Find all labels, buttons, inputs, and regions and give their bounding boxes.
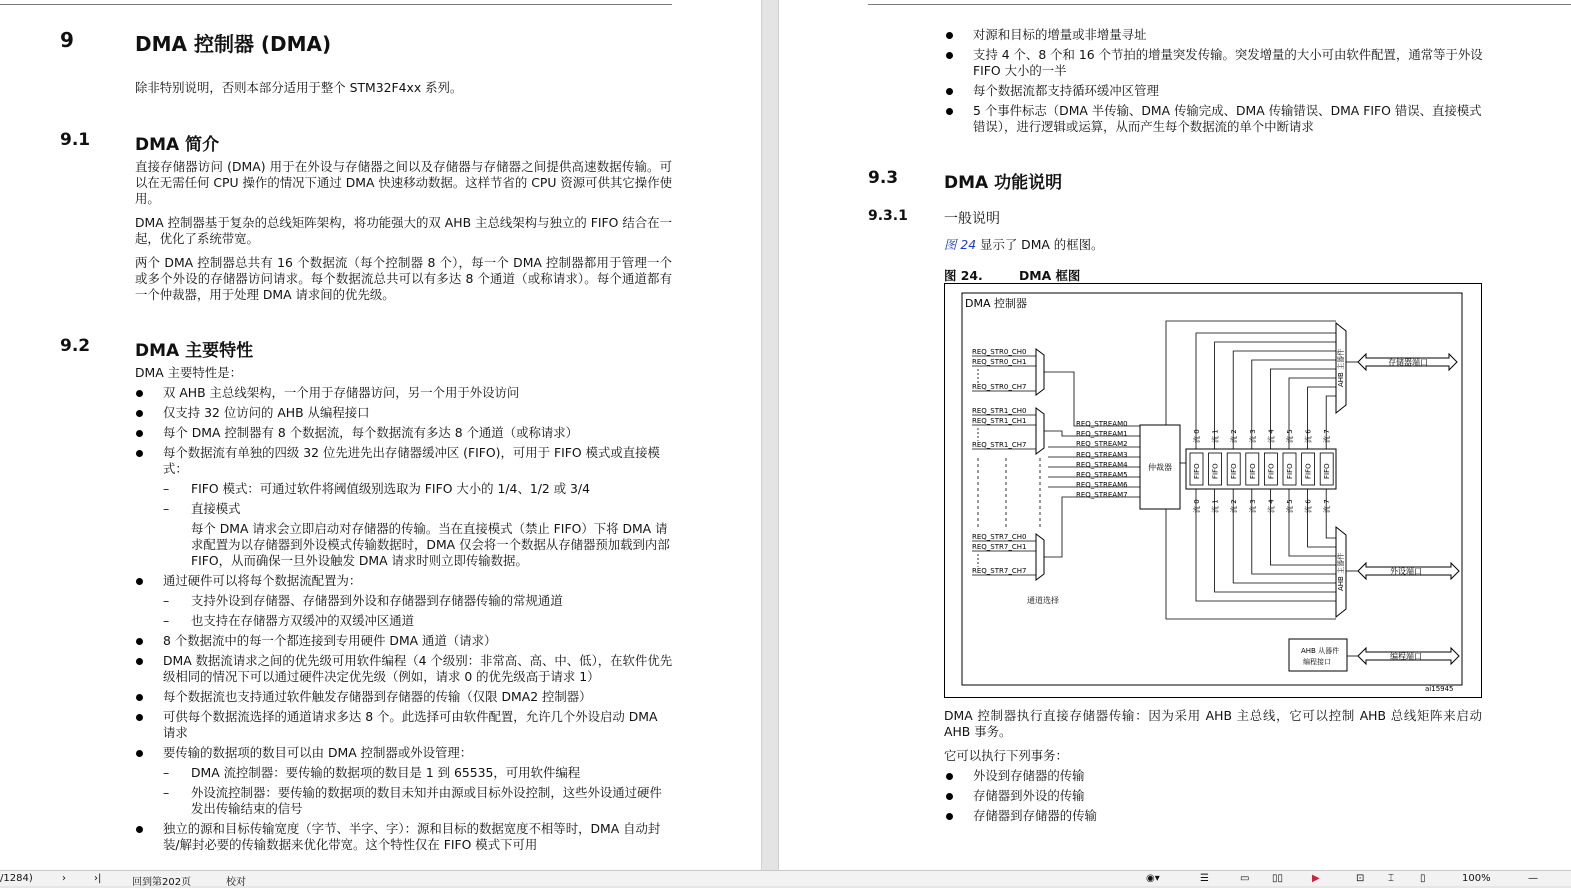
- bullet-item: 存储器到外设的传输: [973, 788, 1483, 804]
- paragraph: DMA 控制器基于复杂的总线矩阵架构，将功能强大的双 AHB 主总线架构与独立的 FIFO 结合在一起，优化了系统带宽。: [135, 215, 672, 246]
- figure-title: DMA 框图: [1019, 268, 1081, 283]
- fifo-cell-label: FIFO: [1323, 463, 1332, 479]
- subsection-number: 9.2: [60, 336, 91, 356]
- dma-block-diagram: [944, 283, 1482, 698]
- ahb-slave-box: [1289, 639, 1347, 671]
- subsection-title: DMA 简介: [135, 135, 220, 155]
- dash-item: – 外设流控制器：要传输的数据项的数目未知并由源或目标外设控制，这些外设通过硬件发出传输结束的信号: [163, 785, 662, 816]
- stream-label: 流 6: [1304, 499, 1313, 513]
- viewer-toolbar: [0, 870, 1571, 886]
- intro-text: 除非特别说明，否则本部分适用于整个 STM32F4xx 系列。: [135, 80, 463, 95]
- stream-label: 流 7: [1323, 499, 1332, 513]
- svg-text:REQ_STR1_CH0: REQ_STR1_CH0: [972, 407, 1027, 415]
- fit-page-icon[interactable]: ⊡: [1356, 873, 1365, 884]
- double-page-icon[interactable]: ▯▯: [1272, 873, 1284, 884]
- last-page-icon[interactable]: ›|: [94, 873, 102, 884]
- fifo-cell-label: FIFO: [1248, 463, 1257, 479]
- dash-item: – 直接模式: [163, 501, 241, 516]
- paragraph: 两个 DMA 控制器总共有 16 个数据流（每个控制器 8 个），每一个 DMA 控制器都用于管理一个或多个外设的存储器访问请求。每个数据流总共可以有多达 8 个通道（或称请求）。每个通道都有一个仲裁器，用于处理 DMA 请求间的优先级。: [135, 255, 672, 302]
- fifo-cell-label: FIFO: [1193, 463, 1201, 479]
- bullet-dot: [136, 714, 143, 721]
- dash-item: – 也支持在存储器方双缓冲的双缓冲区通道: [163, 613, 415, 628]
- stream-label: 流 3: [1248, 429, 1257, 443]
- proof-button[interactable]: 校对: [226, 877, 246, 888]
- subsubsection-number: 9.3.1: [868, 208, 908, 224]
- back-to-page-button[interactable]: 回到第202页: [132, 877, 192, 888]
- bullet-item: 存储器到存储器的传输: [973, 808, 1483, 824]
- view-mode-icon[interactable]: ◉▾: [1146, 873, 1160, 884]
- svg-text:REQ_STR1_CH1: REQ_STR1_CH1: [972, 417, 1027, 425]
- periph-port-label: 外设端口: [1390, 567, 1422, 576]
- header-rule: [0, 4, 672, 5]
- svg-text:REQ_STR0_CH1: REQ_STR0_CH1: [972, 358, 1027, 366]
- bullet-dot: [136, 390, 143, 397]
- subsection-number: 9.3: [868, 168, 899, 188]
- paragraph: 它可以执行下列事务：: [944, 748, 1068, 763]
- svg-text:REQ_STR7_CH7: REQ_STR7_CH7: [972, 567, 1027, 575]
- fifo-cell-label: FIFO: [1211, 463, 1220, 479]
- zoom-level[interactable]: 100%: [1462, 873, 1491, 884]
- text-mode-icon[interactable]: ☰: [1200, 873, 1209, 884]
- svg-text:REQ_STR1_CH7: REQ_STR1_CH7: [972, 441, 1027, 449]
- bullet-dot: [136, 430, 143, 437]
- bullet-dot: [946, 88, 953, 95]
- bullet-item: 通过硬件可以将每个数据流配置为：: [163, 573, 673, 589]
- prog-port-label: 编程端口: [1390, 652, 1422, 661]
- section-number: 9: [60, 28, 74, 52]
- next-page-icon[interactable]: ›: [62, 873, 66, 884]
- bookmark-icon[interactable]: ▯: [1420, 873, 1426, 884]
- bullet-item: 8 个数据流中的每一个都连接到专用硬件 DMA 通道（请求）: [163, 633, 673, 649]
- stream-label: 流 3: [1248, 499, 1257, 513]
- bullet-item: 每个数据流有单独的四级 32 位先进先出存储器缓冲区 (FIFO)，可用于 FIFO 模式或直接模式：: [163, 445, 673, 477]
- bullet-dot: [136, 638, 143, 645]
- bullet-dot: [946, 773, 953, 780]
- bullet-item: 5 个事件标志（DMA 半传输、DMA 传输完成、DMA 传输错误、DMA FIFO 错误、直接模式错误），进行逻辑或运算，从而产生每个数据流的单个中断请求: [973, 103, 1483, 135]
- bullet-dot: [136, 658, 143, 665]
- paragraph: 直接存储器访问 (DMA) 用于在外设与存储器之间以及存储器与存储器之间提供高速数据传输。可以在无需任何 CPU 操作的情况下通过 DMA 快速移动数据。这样节省的 CPU 资源可供其它操作使用。: [135, 159, 672, 206]
- fifo-cell-label: FIFO: [1286, 463, 1294, 479]
- stream-label: 流 0: [1193, 429, 1201, 443]
- header-rule: [868, 4, 1571, 5]
- fit-width-icon[interactable]: ⌶: [1388, 873, 1394, 884]
- stream-label: 流 2: [1230, 499, 1239, 513]
- bullet-item: 可供每个数据流选择的通道请求多达 8 个。此选择可由软件配置，允许几个外设启动 DMA 请求: [163, 709, 673, 741]
- controller-label: DMA 控制器: [965, 297, 1027, 310]
- bullet-item: 对源和目标的增量或非增量寻址: [973, 27, 1483, 43]
- dash-item: – 支持外设到存储器、存储器到外设和存储器到存储器传输的常规通道: [163, 593, 563, 608]
- figure-link[interactable]: 图 24: [944, 237, 977, 252]
- svg-text:REQ_STR7_CH1: REQ_STR7_CH1: [972, 543, 1027, 551]
- stream-label: 流 4: [1267, 429, 1276, 443]
- bullet-item: 仅支持 32 位访问的 AHB 从编程接口: [163, 405, 673, 421]
- bullet-dot: [136, 450, 143, 457]
- memory-port-label: 存储器端口: [1388, 358, 1428, 367]
- arbiter-label: 仲裁器: [1148, 463, 1172, 472]
- stream-label: 流 6: [1304, 429, 1313, 443]
- fifo-cell-label: FIFO: [1304, 463, 1313, 479]
- svg-text:REQ_STR7_CH0: REQ_STR7_CH0: [972, 533, 1027, 541]
- svg-text:REQ_STREAM6: REQ_STREAM6: [1076, 481, 1128, 489]
- figure-code: ai15945: [1425, 685, 1454, 693]
- svg-text:REQ_STREAM4: REQ_STREAM4: [1076, 461, 1128, 469]
- figure-label: 图 24.: [944, 268, 983, 283]
- bullet-dot: [946, 52, 953, 59]
- bullet-dot: [946, 32, 953, 39]
- fifo-cell-label: FIFO: [1230, 463, 1239, 479]
- svg-text:REQ_STREAM5: REQ_STREAM5: [1076, 471, 1128, 479]
- stream-label: 流 5: [1286, 429, 1294, 443]
- paragraph: DMA 控制器执行直接存储器传输：因为采用 AHB 主总线，它可以控制 AHB 总线矩阵来启动 AHB 事务。: [944, 708, 1482, 739]
- bullet-item: DMA 数据流请求之间的优先级可用软件编程（4 个级别：非常高、高、中、低），在软件优先级相同的情况下可以通过硬件决定优先级（例如，请求 0 的优先级高于请求 1）: [163, 653, 673, 685]
- page-counter: /1284): [0, 873, 33, 884]
- paragraph: DMA 主要特性是：: [135, 365, 242, 380]
- bullet-item: 双 AHB 主总线架构，一个用于存储器访问，另一个用于外设访问: [163, 385, 673, 401]
- stream-label: 流 1: [1211, 429, 1220, 443]
- subsection-title: DMA 功能说明: [944, 173, 1063, 193]
- svg-text:REQ_STR0_CH7: REQ_STR0_CH7: [972, 383, 1027, 391]
- bullet-item: 每个 DMA 控制器有 8 个数据流，每个数据流有多达 8 个通道（或称请求）: [163, 425, 673, 441]
- stream-label: 流 0: [1193, 499, 1201, 513]
- svg-text:REQ_STREAM1: REQ_STREAM1: [1076, 430, 1128, 438]
- right-page: [779, 0, 1571, 870]
- dash-item-text: 每个 DMA 请求会立即启动对存储器的传输。当在直接模式（禁止 FIFO）下将 DMA 请求配置为以存储器到外设模式传输数据时，DMA 仅会将一个数据从存储器预加载到内部 FIFO，从而确保一旦外设触发 DMA 请求时则立即传输数据。: [191, 521, 670, 568]
- bullet-dot: [136, 410, 143, 417]
- play-icon[interactable]: ▶: [1312, 873, 1320, 884]
- bullet-dot: [946, 108, 953, 115]
- bullet-dot: [946, 813, 953, 820]
- svg-text:REQ_STREAM7: REQ_STREAM7: [1076, 491, 1128, 499]
- bullet-dot: [136, 578, 143, 585]
- subsection-title: DMA 主要特性: [135, 341, 254, 361]
- stream-label: 流 5: [1286, 499, 1294, 513]
- svg-text:REQ_STR0_CH0: REQ_STR0_CH0: [972, 348, 1027, 356]
- stream-label: 流 1: [1211, 499, 1220, 513]
- bullet-item: 支持 4 个、8 个和 16 个节拍的增量突发传输。突发增量的大小可由软件配置，通常等于外设 FIFO 大小的一半: [973, 47, 1483, 79]
- channel-select-label: 通道选择: [1027, 596, 1059, 605]
- section-title: DMA 控制器 (DMA): [135, 32, 332, 56]
- bullet-item: 独立的源和目标传输宽度（字节、半字、字）：源和目标的数据宽度不相等时，DMA 自动封装/解封必要的传输数据来优化带宽。这个特性仅在 FIFO 模式下可用: [163, 821, 673, 853]
- subsubsection-title: 一般说明: [944, 211, 1000, 227]
- page-gutter: [761, 0, 779, 870]
- dash-item: – FIFO 模式：可通过软件将阈值级别选取为 FIFO 大小的 1/4、1/2 或 3/4: [163, 481, 590, 496]
- bullet-item: 外设到存储器的传输: [973, 768, 1483, 784]
- svg-text:REQ_STREAM3: REQ_STREAM3: [1076, 451, 1128, 459]
- svg-text:REQ_STREAM2: REQ_STREAM2: [1076, 440, 1128, 448]
- bullet-dot: [136, 826, 143, 833]
- bullet-dot: [136, 750, 143, 757]
- stream-label: 流 7: [1323, 429, 1332, 443]
- ahb-slave-label-1: AHB 从器件: [1301, 647, 1340, 655]
- stream-label: 流 2: [1230, 429, 1239, 443]
- bullet-dot: [946, 793, 953, 800]
- bullet-dot: [136, 694, 143, 701]
- bullet-item: 每个数据流都支持循环缓冲区管理: [973, 83, 1483, 99]
- stream-label: 流 4: [1267, 499, 1276, 513]
- bullet-item: 每个数据流也支持通过软件触发存储器到存储器的传输（仅限 DMA2 控制器）: [163, 689, 673, 705]
- zoom-out-icon[interactable]: —: [1528, 873, 1538, 884]
- dash-item: – DMA 流控制器：要传输的数据项的数目是 1 到 65535，可用软件编程: [163, 765, 581, 780]
- figure-reference: 图 24 显示了 DMA 的框图。: [944, 237, 1104, 252]
- subsection-number: 9.1: [60, 130, 91, 150]
- fifo-cell-label: FIFO: [1267, 463, 1276, 479]
- ahb-master-periph-label: AHB 主器件: [1337, 552, 1345, 591]
- ahb-master-mem-label: AHB 主器件: [1337, 348, 1345, 387]
- single-page-icon[interactable]: ▭: [1240, 873, 1250, 884]
- bullet-item: 要传输的数据项的数目可以由 DMA 控制器或外设管理：: [163, 745, 673, 761]
- left-page: [0, 0, 761, 870]
- ahb-slave-label-2: 编程接口: [1303, 658, 1331, 666]
- svg-text:REQ_STREAM0: REQ_STREAM0: [1076, 420, 1128, 428]
